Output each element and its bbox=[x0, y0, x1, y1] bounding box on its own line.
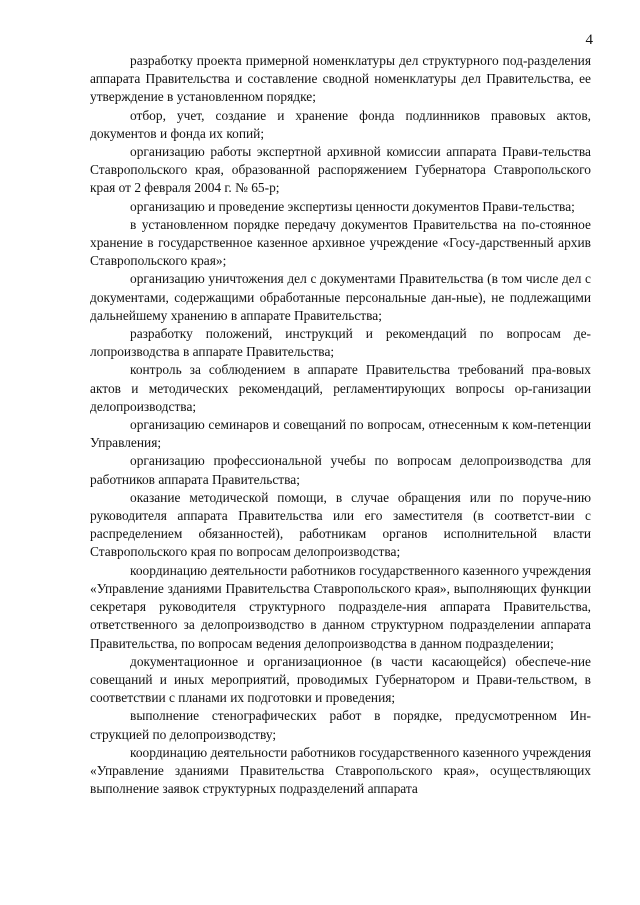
paragraph-training: организацию профессиональной учебы по вопросам делопроизводства для работников аппарата Правительства; bbox=[90, 453, 591, 487]
paragraph-value-expertise: организацию и проведение экспертизы ценности документов Прави-тельства; bbox=[130, 198, 575, 214]
paragraph-expert-commission: организацию работы экспертной архивной комиссии аппарата Прави-тельства Ставропольского края, образованной распоряжением Губернатора Ставропольского края от 2 февраля 2004 г. № 65-р; bbox=[90, 144, 591, 196]
paragraph-regulations: разработку положений, инструкций и рекомендаций по вопросам де-лопроизводства в аппарате Правительства; bbox=[90, 326, 591, 360]
paragraph-nomenclature: разработку проекта примерной номенклатуры дел структурного под-разделения аппарата Правительства и составление сводной номенклатуры дел Правительства, ее утверждение в установленном порядке; bbox=[90, 53, 591, 105]
paragraph-compliance-control: контроль за соблюдением в аппарате Правительства требований пра-вовых актов и методических рекомендаций, регламентирующих вопросы ор-ганизации делопроизводства; bbox=[90, 362, 591, 414]
paragraph-methodical-help: оказание методической помощи, в случае обращения или по поруче-нию руководителя аппарата Правительства или его заместителя (в соответст-вии с распределением обязанностей), работникам органов исполнительной власти Ставропольского края по вопросам делопроизводства; bbox=[90, 489, 591, 560]
page-number: 4 bbox=[585, 32, 593, 48]
paragraph-request-coordination: координацию деятельности работников государственного казенного учреждения «Управление зданиями Правительства Ставропольского края», осуществляющих выполнение заявок структурных подразделений аппарата bbox=[90, 744, 591, 797]
paragraph-meeting-support: документационное и организационное (в части касающейся) обеспече-ние совещаний и иных мероприятий, проводимых Губернатором и Прави-тельством, в соответствии с планами их подготовки и проведения; bbox=[90, 653, 591, 706]
paragraph-originals-fund: отбор, учет, создание и хранение фонда подлинников правовых актов, документов и фонда их копий; bbox=[90, 107, 591, 141]
document-body bbox=[90, 52, 591, 798]
paragraph-destruction: организацию уничтожения дел с документами Правительства (в том числе дел с документами, содержащими обработанные персональные дан-ные), не подлежащими дальнейшему хранению в аппарате Правительства; bbox=[90, 271, 591, 323]
paragraph-secretary-coordination: координацию деятельности работников государственного казенного учреждения «Управление зданиями Правительства Ставропольского края», выполняющих функции секретаря руководителя структурного подразделе-ния аппарата Правительства, ответственного за делопроизводство в данном структурном подразделении аппарата Правительства, по вопросам ведения делопроизводства в данном подразделении; bbox=[90, 562, 591, 651]
paragraph-archive-transfer: в установленном порядке передачу документов Правительства на по-стоянное хранение в государственное казенное архивное учреждение «Госу-дарственный архив Ставропольского края»; bbox=[90, 216, 591, 269]
paragraph-stenography: выполнение стенографических работ в порядке, предусмотренном Ин-струкцией по делопроизводству; bbox=[90, 708, 591, 742]
paragraph-seminars: организацию семинаров и совещаний по вопросам, отнесенным к ком-петенции Управления; bbox=[90, 417, 591, 451]
